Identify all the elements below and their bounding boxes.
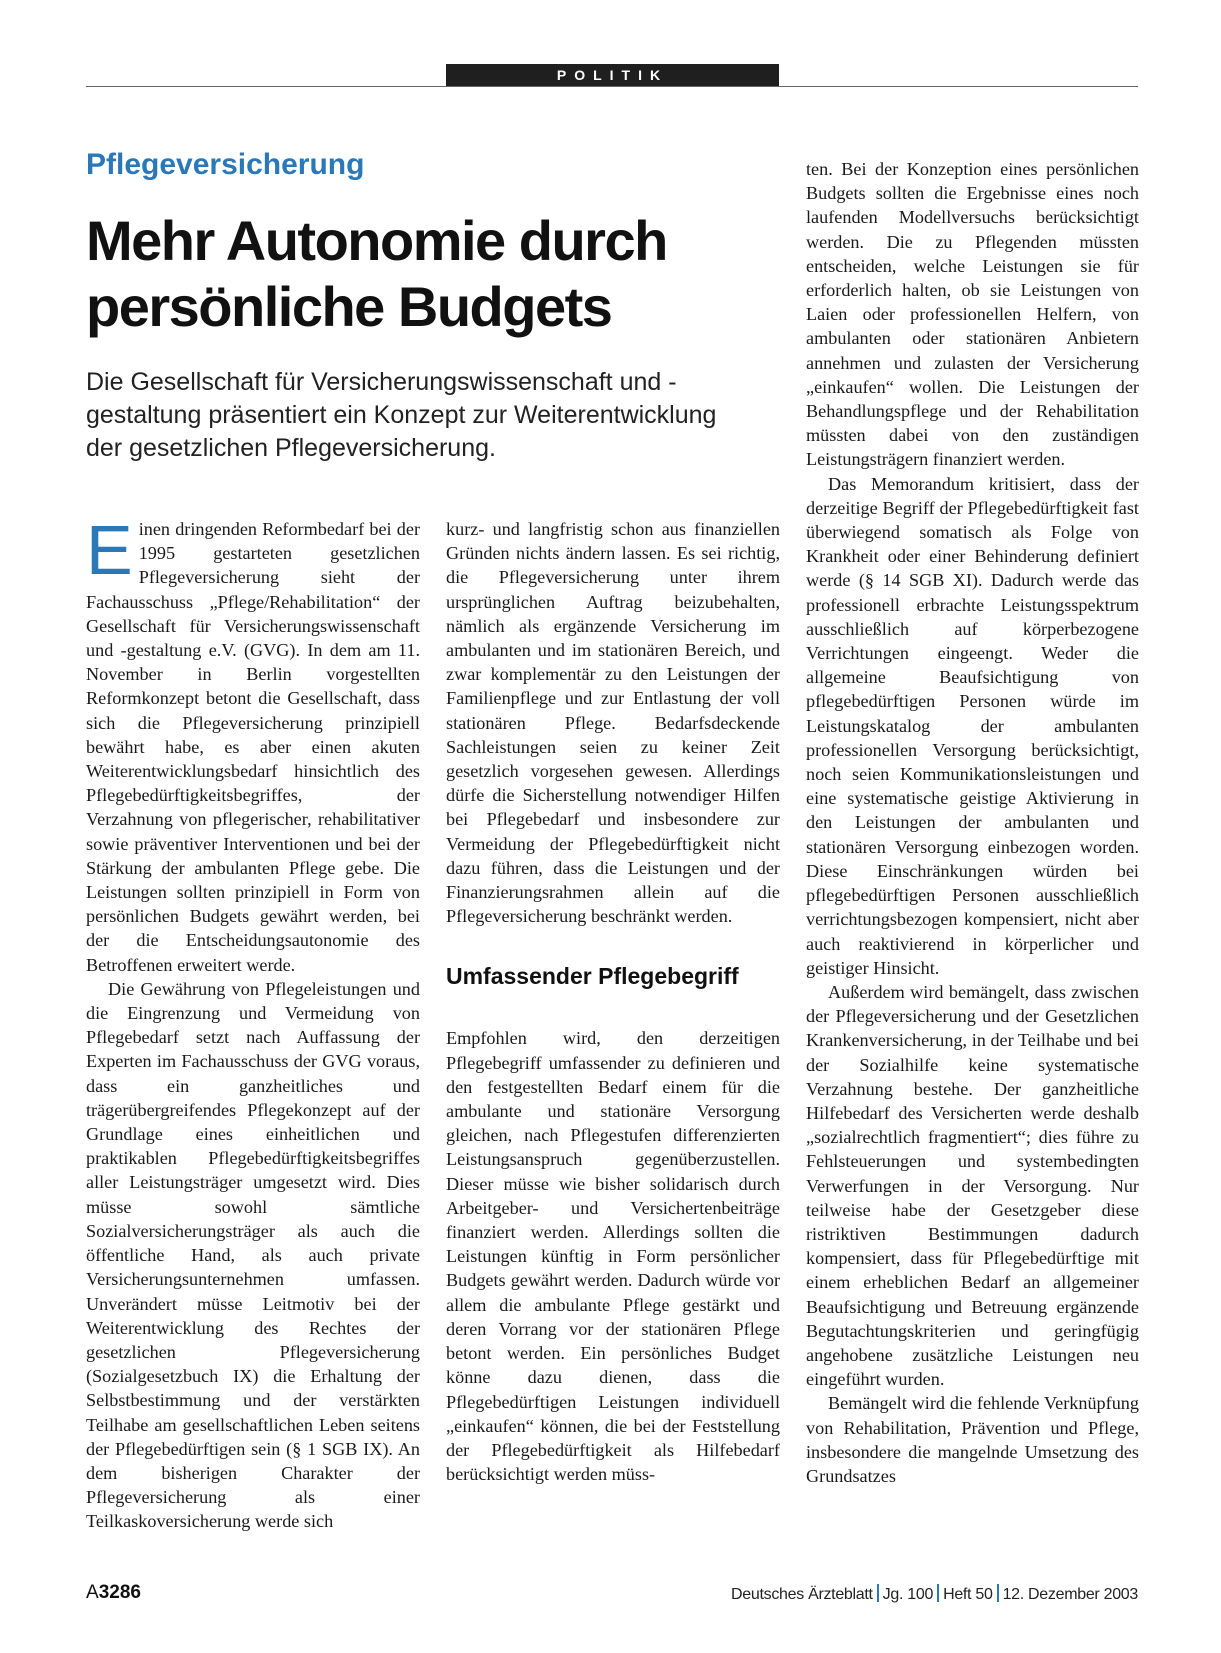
paragraph: Die Gewährung von Pflegeleistungen und die Eingrenzung und Vermeidung von Pflegebedarf setzt nach Auffassung der Experten im Fachausschuss der GVG voraus, dass ein ganzheitliches und trägerübergreifendes Pflegekonzept auf der Grundlage eines einheitlichen und praktikablen Pflegebedürftigkeitsbegriffes aller Leistungsträger umgesetzt wird. Dies müsse sowohl sämtliche Sozialversicherungsträger als auch die öffentliche Hand, als auch private Versicherungsunternehmen umfassen. Unverändert müsse Leitmotiv bei der Weiterentwicklung des Rechtes der gesetzlichen Pflegeversicherung (Sozialgesetzbuch IX) die Erhaltung der Selbstbestimmung und der verstärkten Teilhabe am gesellschaftlichen Leben seitens der Pflegebedürftigen sein (§ 1 SGB IX). An dem bisherigen Charakter der Pflegeversicherung als einer Teilkaskoversicherung werde sich (86, 978, 420, 1532)
article-headline (86, 208, 806, 340)
journal-info (731, 1584, 1138, 1604)
paragraph: Außerdem wird bemängelt, dass zwischen der Pflegeversicherung und der Gesetzlichen Krankenversicherung, in der Teilhabe und bei der Sozialhilfe keine systematische Verzahnung bestehe. Der ganzheitliche Hilfebedarf des Versicherten werde deshalb „sozialrechtlich fragmentiert“; dies führe zu Fehlsteuerungen und systembedingten Verwerfungen in der Versorgung. Nur teilweise habe der Gesetzgeber diese ristriktiven Bestimmungen dadurch kompensiert, dass für Pflegebedürftige mit einem erheblichen Bedarf an allgemeiner Beaufsichtigung und Betreuung ergänzende Begutachtungskriterien und geringfügig angehobene zusätzliche Leistungen neu eingeführt wurden. (806, 981, 1139, 1390)
subheading: Umfassender Pflegebegriff (446, 963, 739, 990)
text-column-1 (86, 511, 420, 1534)
article-kicker: Pflegeversicherung (86, 148, 365, 181)
text-column-2 (446, 517, 780, 1486)
paragraph: Empfohlen wird, den derzeitigen Pflegebegriff umfassender zu definieren und den festgestellten Bedarf einem für die ambulante und stationäre Versorgung gleichen, nach Pflegestufen differenzierten Leistungsanspruch gegenüberzustellen. Dieser müsse wie bisher solidarisch durch Arbeitgeber- und Versichertenbeiträge finanziert werden. Allerdings sollten die Leistungen künftig in Form persönlicher Budgets gewährt werden. Dadurch würde vor allem die ambulante Pflege gestärkt und deren Vorrang vor der stationären Pflege betont werden. Ein persönliches Budget könne dazu dienen, dass die Pflegebedürftigen Leistungen individuell „einkaufen“ können, die bei der Feststellung der Pflegebedürftigkeit als Hilfebedarf berücksichtigt werden müss- (446, 1028, 780, 1485)
paragraph (86, 511, 420, 977)
page-number (86, 1582, 141, 1604)
article-lead: Die Gesellschaft für Versicherungswissenschaft und -gestaltung präsentiert ein Konzept zur Weiterentwicklung der gesetzlichen Pflegeversicherung. (86, 368, 717, 462)
header-rule (86, 86, 1138, 87)
drop-cap: E (86, 511, 133, 589)
separator (877, 1584, 879, 1602)
paragraph: kurz- und langfristig schon aus finanziellen Gründen nichts ändern lassen. Es sei richtig, die Pflegeversicherung unter ihrem ursprünglichen Auftrag beizubehalten, nämlich als ergänzende Versicherung im ambulanten und im stationären Bereich, und zwar komplementär zu den Leistungen der Familienpflege und zur Entlastung der voll stationären Pflege. Bedarfsdeckende Sachleistungen seien zu keiner Zeit gesetzlich vorgesehen gewesen. Allerdings dürfe die Sicherstellung notwendiger Hilfen bei Pflegebedarf und insbesondere zur Vermeidung der Pflegebedürftigkeit nicht dazu führen, dass die Leistungen und der Finanzierungsrahmen allein auf die Pflegeversicherung beschränkt werden. (446, 519, 780, 927)
text-column-3 (806, 157, 1139, 1488)
paragraph-text: inen dringenden Reformbedarf bei der 1995 gestarteten gesetzlichen Pflegeversicherung sieht der Fachausschuss „Pflege/Rehabilitation“ der Gesellschaft für Versicherungswissenschaft und -gestaltung e.V. (GVG). In dem am 11. November in Berlin vorgestellten Reformkonzept betont die Gesellschaft, dass sich die Pflegeversicherung prinzipiell bewährt habe, es aber einen akuten Weiterentwicklungsbedarf hinsichtlich des Pflegebedürftigkeitsbegriffes, der Verzahnung von pflegerischer, rehabilitativer sowie präventiver Interventionen und bei der Stärkung der ambulanten Pflege gebe. Die Leistungen sollten prinzipiell in Form von persönlichen Budgets gewährt werden, bei der die Entscheidungsautonomie des Betroffenen erweitert werde. (86, 519, 420, 975)
journal-name: Deutsches Ärzteblatt (731, 1586, 873, 1603)
headline-line-2: persönliche Budgets (86, 275, 612, 338)
page-prefix: A (86, 1582, 99, 1603)
separator (937, 1584, 939, 1602)
separator (997, 1584, 999, 1602)
section-label: POLITIK (446, 64, 779, 86)
journal-issue: Heft 50 (943, 1586, 993, 1603)
paragraph: Bemängelt wird die fehlende Verknüpfung von Rehabilitation, Prävention und Pflege, insbesondere die mangelnde Umsetzung des Grundsatzes (806, 1393, 1139, 1486)
page-number-value: 3286 (98, 1582, 141, 1603)
paragraph: ten. Bei der Konzeption eines persönlichen Budgets sollten die Ergebnisse eines noch laufenden Modellversuchs berücksichtigt werden. Die zu Pflegenden müssten entscheiden, welche Leistungen sie für erforderlich halten, ob sie Leistungen von Laien oder professionellen Helfern, von ambulanten oder stationären Anbietern annehmen und zulasten der Versicherung „einkaufen“ wollen. Die Leistungen der Behandlungspflege und der Rehabilitation müssten dabei von den zuständigen Leistungsträgern finanziert werden. (806, 159, 1139, 470)
headline-line-1: Mehr Autonomie durch (86, 209, 667, 272)
paragraph: Das Memorandum kritisiert, dass der derzeitige Begriff der Pflegebedürftigkeit fast überwiegend somatisch als Folge von Krankheit oder einer Behinderung definiert werde (§ 14 SGB XI). Dadurch werde das professionell erbrachte Leistungsspektrum ausschließlich auf körperbezogene Verrichtungen eingeengt. Weder die allgemeine Beaufsichtigung von pflegebedürftigen Personen würde im Leistungskatalog der ambulanten professionellen Versorgung berücksichtigt, noch seien Kommunikationsleistungen und eine systematische geistige Aktivierung in den Leistungen der ambulanten und stationären Versorgung einbezogen worden. Diese Einschränkungen würden bei pflegebedürftigen Personen ausschließlich verrichtungsbezogen kompensiert, nicht aber auch reaktivierend in körperlicher und geistiger Hinsicht. (806, 473, 1139, 978)
journal-date: 12. Dezember 2003 (1002, 1586, 1138, 1603)
journal-volume: Jg. 100 (882, 1586, 934, 1603)
